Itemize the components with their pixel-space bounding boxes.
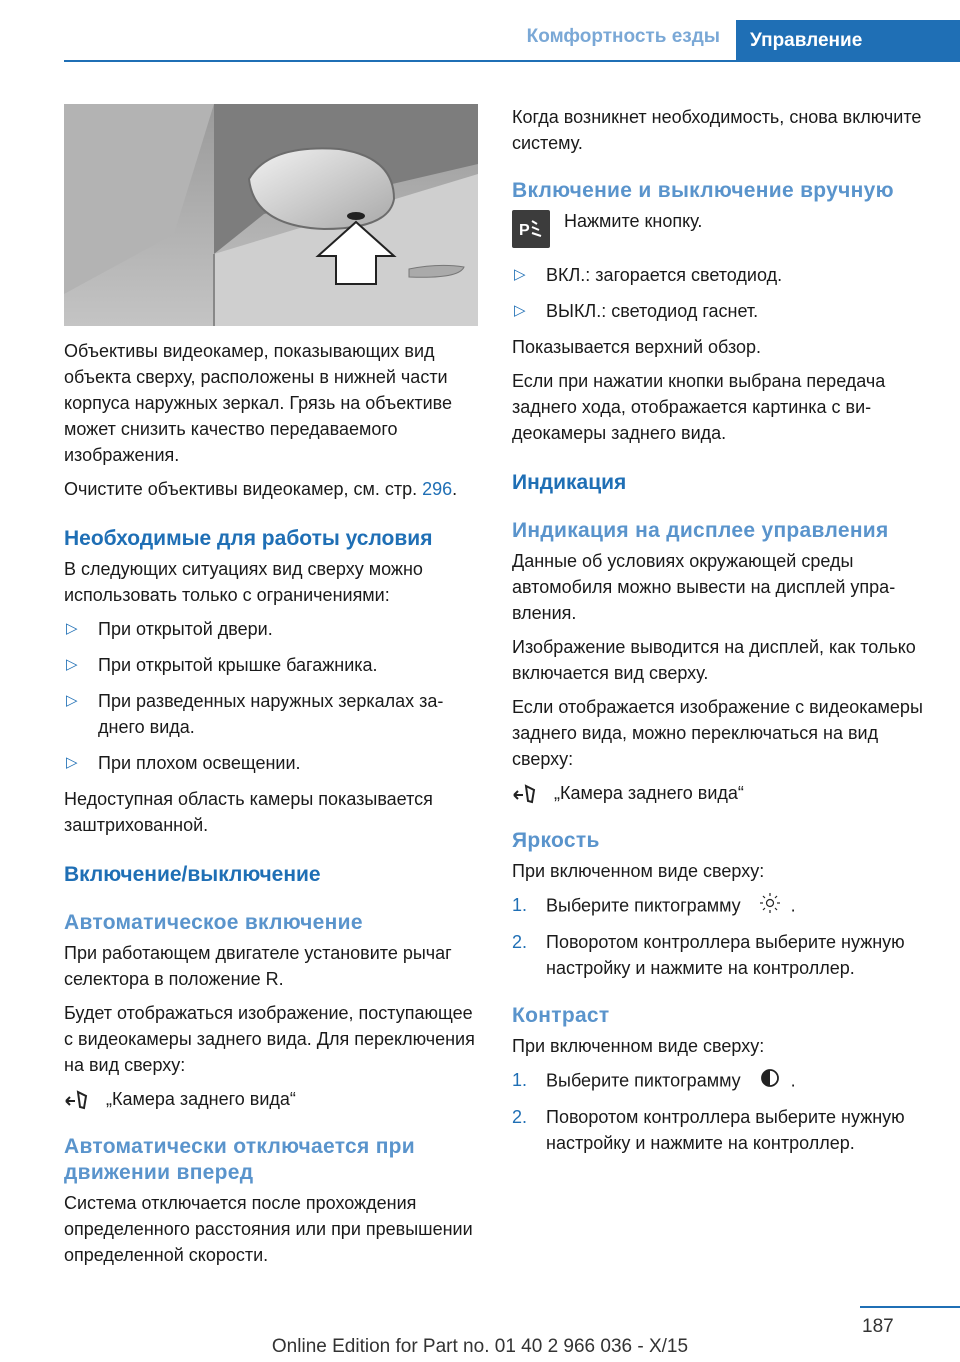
left-column	[64, 104, 478, 1276]
page-header	[0, 0, 960, 62]
display-text-2: Изображение выводится на дисплей, как только включается вид сверху.	[512, 637, 916, 683]
parking-camera-button-icon	[512, 210, 550, 248]
right-column	[512, 104, 930, 1164]
triangle-bullet-icon: ▷	[514, 266, 526, 283]
triangle-bullet-icon: ▷	[66, 656, 78, 673]
list-item-text: При открытой двери.	[98, 619, 273, 639]
triangle-bullet-icon: ▷	[514, 302, 526, 319]
rear-camera-icon	[64, 1088, 90, 1117]
list-item-text: При открытой крышке багажника.	[98, 655, 378, 675]
heading-conditions: Необходимые для работы условия	[64, 527, 433, 550]
list-item	[64, 616, 478, 642]
auto-on-text-1: При работающем двигателе установите рычаг селектора в положение R.	[64, 943, 452, 989]
step-text: Выберите пиктограмму	[546, 895, 741, 916]
heading-brightness: Яркость	[512, 829, 600, 852]
heading-display-control: Индикация на дисплее управления	[512, 519, 889, 542]
list-item	[64, 750, 478, 776]
list-item	[512, 892, 930, 921]
list-item-text: ВКЛ.: загорается светодиод.	[546, 265, 783, 285]
heading-auto-on: Автоматическое включение	[64, 911, 363, 934]
contrast-steps	[512, 1067, 930, 1156]
list-item-text: При плохом освещении.	[98, 753, 301, 773]
brightness-steps	[512, 892, 930, 981]
page-number: 187	[862, 1316, 894, 1337]
brightness-sun-icon	[759, 892, 781, 921]
triangle-bullet-icon: ▷	[66, 620, 78, 637]
triangle-bullet-icon: ▷	[66, 692, 78, 709]
clean-lenses-end: .	[452, 479, 458, 499]
contrast-half-circle-icon	[759, 1067, 781, 1096]
header-chapter-tab: Управление	[736, 20, 960, 62]
step-end: .	[790, 1070, 796, 1091]
triangle-bullet-icon: ▷	[66, 754, 78, 771]
header-rule	[64, 60, 960, 62]
header-section-title: Комфортность езды	[526, 26, 720, 47]
clean-lenses-note	[64, 476, 478, 502]
list-item-text: ВЫКЛ.: светодиод гаснет.	[546, 301, 759, 321]
page-reference-link[interactable]: 296	[422, 479, 453, 499]
clean-lenses-text: Очистите объективы видеокамер, см. стр.	[64, 479, 423, 499]
heading-contrast: Контраст	[512, 1004, 610, 1027]
rear-camera-option	[512, 780, 930, 806]
contrast-intro: При включенном виде сверху:	[512, 1036, 765, 1056]
list-item	[512, 262, 930, 288]
list-item	[512, 1104, 930, 1156]
step-number: 1.	[512, 895, 528, 915]
svg-text:P: P	[519, 222, 530, 239]
rear-camera-label: „Камера заднего вида“	[554, 783, 744, 803]
heading-display: Индикация	[512, 471, 627, 494]
step-text: Выберите пиктограмму	[546, 1070, 741, 1091]
step-number: 2.	[512, 932, 528, 952]
switch-on-again: Когда возникнет необходимость, снова включите систему.	[512, 107, 922, 153]
step-number: 2.	[512, 1107, 528, 1127]
step-text: Поворотом контроллера выберите нужную настройку и нажмите на контроллер.	[546, 1107, 905, 1153]
rear-camera-icon	[512, 782, 538, 811]
step-end: .	[790, 895, 796, 916]
step-number: 1.	[512, 1070, 528, 1090]
list-item	[64, 688, 478, 740]
display-text-3: Если отображается изображение с видеокамеры заднего вида, можно переключаться на вид сверху:	[512, 697, 923, 769]
list-item-text: При разведенных наружных зеркалах заднего вида.	[98, 691, 444, 737]
list-item	[512, 1067, 930, 1096]
rear-camera-label: „Камера заднего вида“	[106, 1089, 296, 1109]
conditions-list	[64, 616, 478, 776]
display-text-1: Данные об условиях окружающей среды автомобиля можно вывести на дисплей управления.	[512, 551, 896, 623]
heading-auto-off: Автоматически отключается при движении вперед	[64, 1135, 416, 1184]
heading-on-off: Включение/выключение	[64, 863, 321, 886]
auto-on-text-2: Будет отображаться изображение, поступающее с видеокамеры заднего вида. Для переключения на вид сверху:	[64, 1003, 475, 1075]
heading-manual: Включение и выключение вручную	[512, 179, 894, 202]
auto-off-text: Система отключается после прохождения определенного расстояния или при превышении определенной скорости.	[64, 1193, 473, 1265]
press-button-text: Нажмите кнопку.	[564, 211, 703, 231]
edition-footer: Online Edition for Part no. 01 40 2 966 036 - X/15	[271, 1336, 689, 1357]
list-item	[64, 652, 478, 678]
hatched-area-note: Недоступная область камеры показывается заштрихованной.	[64, 789, 433, 835]
press-button-instruction	[512, 208, 930, 248]
list-item	[512, 929, 930, 981]
camera-caption: Объективы видеокамер, показывающих вид объекта сверху, расположены в нижней части корпуса наружных зеркал. Грязь на объективе может снизить качество передаваемого изображения.	[64, 341, 453, 465]
rear-camera-option	[64, 1086, 478, 1112]
reverse-gear-note: Если при нажатии кнопки выбрана передача заднего хода, отображается картинка с видеокамеры заднего вида.	[512, 371, 886, 443]
conditions-intro: В следующих ситуациях вид сверху можно использовать только с ограничениями:	[64, 559, 423, 605]
step-text: Поворотом контроллера выберите нужную настройку и нажмите на контроллер.	[546, 932, 905, 978]
list-item	[512, 298, 930, 324]
top-view-note: Показывается верхний обзор.	[512, 337, 762, 357]
button-states-list	[512, 262, 930, 324]
brightness-intro: При включенном виде сверху:	[512, 861, 765, 881]
mirror-camera-photo	[64, 104, 478, 326]
footer-rule	[860, 1306, 960, 1308]
